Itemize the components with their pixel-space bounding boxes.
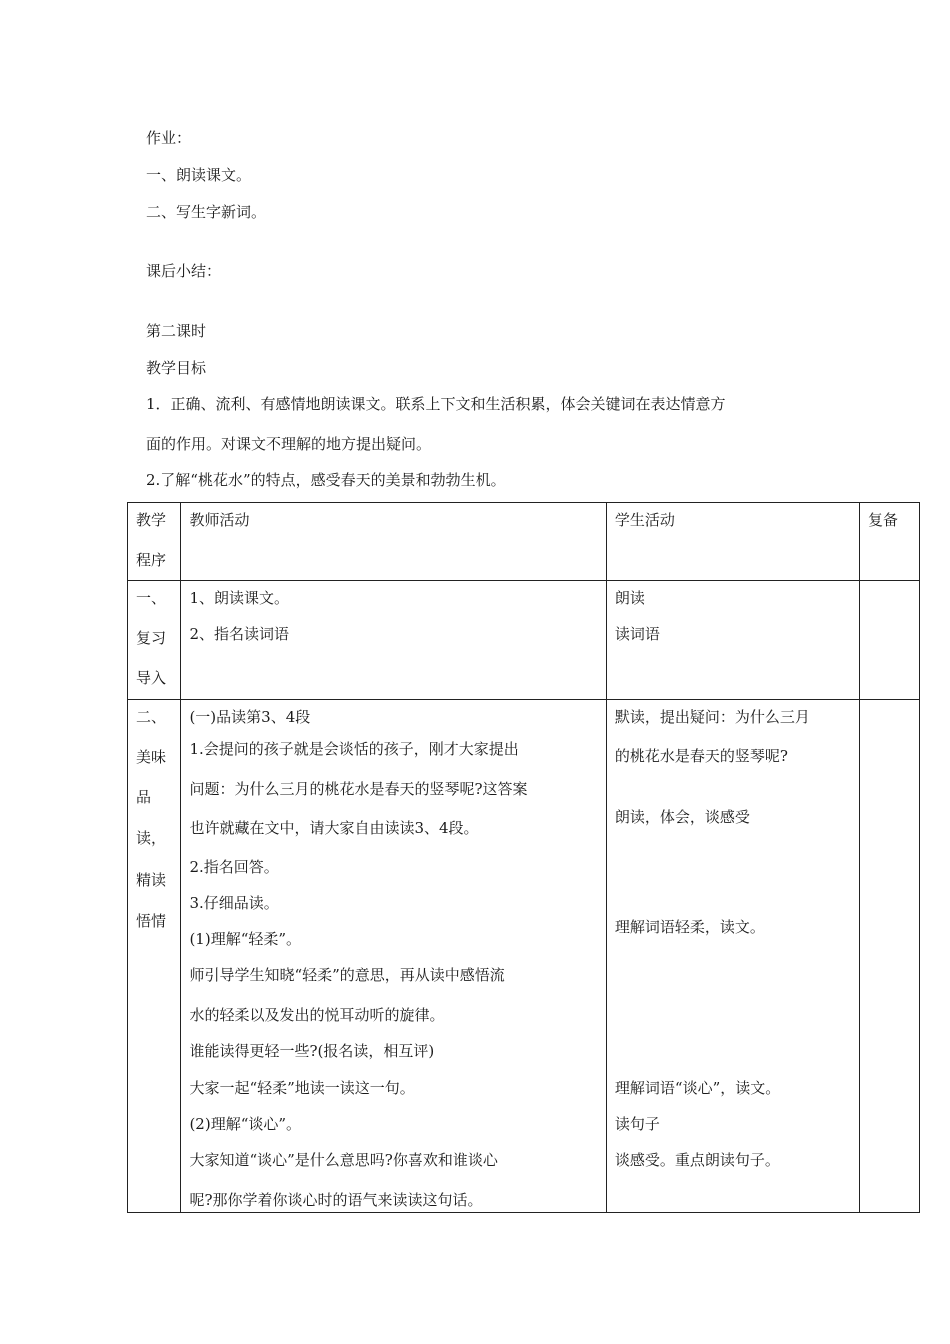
teacher-text: 1、朗读课文。 [189,589,289,607]
student-text: 的桃花水是春天的竖琴呢? [614,747,788,765]
teacher-text: 3.仔细品读。 [189,894,279,912]
teacher-text: 谁能读得更轻一些?(报名读，相互评) [189,1042,435,1060]
teacher-text: 1.会提问的孩子就是会谈恬的孩子，刚才大家提出 [189,740,519,758]
teacher-text: 2、指名读词语 [189,625,289,643]
teacher-text: 也许就藏在文中，请大家自由读读3、4段。 [189,819,479,837]
header-student [606,503,859,581]
program-text: 二、 [136,708,167,726]
student-text: 默读，提出疑问：为什么三月 [614,708,810,726]
student-text: 读词语 [614,625,660,643]
student-text: 朗读，体会，谈感受 [614,808,750,826]
program-text: 品 [136,788,152,806]
header-text: 程序 [136,551,167,569]
goal-2: 2.了解“桃花水”的特点，感受春天的美景和勃勃生机。 [146,471,506,489]
student-text: 理解词语轻柔，读文。 [614,918,765,936]
header-teacher [181,503,606,581]
header-text: 教学 [136,511,167,529]
header-text: 教师活动 [189,511,250,529]
goal-1: 1．正确、流利、有感情地朗读课文。联系上下文和生活积累，体会关键词在表达情意方 [146,395,726,413]
table-header-row [128,503,920,581]
header-text: 复备 [867,511,898,529]
program-text: 复习 [136,629,167,647]
prep-cell [859,581,919,700]
header-text: 学生活动 [614,511,675,529]
teacher-text: 问题：为什么三月的桃花水是春天的竖琴呢?这答案 [189,780,528,798]
student-text: 理解词语“谈心”，读文。 [614,1079,781,1097]
program-text: 一、 [136,589,167,607]
table-row [128,581,920,700]
homework-item: 二、写生字新词。 [146,203,267,221]
table-row [128,700,920,1213]
program-text: 悟情 [136,912,167,930]
teacher-text: 师引导学生知晓“轻柔”的意思，再从读中感悟流 [189,966,505,984]
student-text: 谈感受。重点朗读句子。 [614,1151,780,1169]
header-program [128,503,181,581]
program-text: 精读 [136,871,167,889]
student-cell [606,581,859,700]
teacher-text: 大家知道“谈心”是什么意思吗?你喜欢和谁谈心 [189,1151,498,1169]
summary-label: 课后小结： [146,262,222,280]
student-text: 朗读 [614,589,645,607]
goals-title: 教学目标 [146,359,207,377]
teacher-text: (一)品读第3、4段 [189,708,311,726]
teacher-text: 呢?那你学着你谈心时的语气来读读这句话。 [189,1191,483,1209]
prep-cell [859,700,919,1213]
goal-1-cont: 面的作用。对课文不理解的地方提出疑问。 [146,435,432,453]
student-cell [606,700,859,1213]
teacher-cell [181,700,606,1213]
teacher-text: 大家一起“轻柔”地读一读这一句。 [189,1079,415,1097]
teacher-text: (2)理解“谈心”。 [189,1115,302,1133]
program-text: 美味 [136,748,167,766]
teacher-cell [181,581,606,700]
teacher-text: 2.指名回答。 [189,858,279,876]
lesson-table [127,502,920,1213]
teacher-text: 水的轻柔以及发出的悦耳动听的旋律。 [189,1006,445,1024]
homework-title: 作业： [146,129,192,147]
homework-item: 一、朗读课文。 [146,166,252,184]
program-cell [128,700,181,1213]
header-prep [859,503,919,581]
program-text: 读， [136,829,167,847]
teacher-text: (1)理解“轻柔”。 [189,930,302,948]
program-text: 导入 [136,669,167,687]
program-cell [128,581,181,700]
student-text: 读句子 [614,1115,660,1133]
lesson-title: 第二课时 [146,322,207,340]
